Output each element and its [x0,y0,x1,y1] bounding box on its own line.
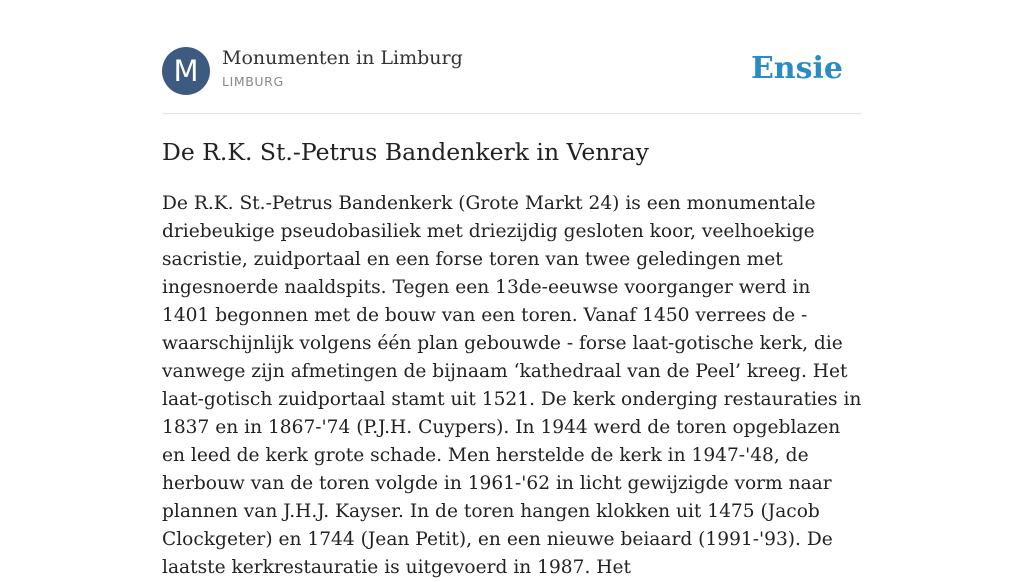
site-header [162,46,862,96]
header-divider [162,113,862,114]
article-title: De R.K. St.-Petrus Bandenkerk in Venray [162,138,649,166]
site-title[interactable]: Monumenten in Limburg [222,47,463,69]
article-body: De R.K. St.-Petrus Bandenkerk (Grote Markt 24) is een monumentale driebeukige pseudobasiliek met driezijdig gesloten koor, veelhoekige sacristie, zuidportaal en een forse toren van twee geledingen met ingesnoerde naaldspits. Tegen een 13de-eeuwse voorganger werd in 1401 begonnen met de bouw van een toren. Vanaf 1450 verrees de - waarschijnlijk volgens één plan gebouwde - forse laat-gotische kerk, die vanwege zijn afmetingen de bijnaam ‘kathedraal van de Peel’ kreeg. Het laat-gotisch zuidportaal stamt uit 1521. De kerk onderging restauraties in 1837 en in 1867-'74 (P.J.H. Cuypers). In 1944 werd de toren opgeblazen en leed de kerk grote schade. Men herstelde de kerk in 1947-'48, de herbouw van de toren volgde in 1961-'62 in licht gewijzigde vorm naar plannen van J.H.J. Kayser. In de toren hangen klokken uit 1475 (Jacob Clockgeter) en 1744 (Jean Petit), en een nieuwe beiaard (1991-'93). De laatste kerkrestauratie is uitgevoerd in 1987. Het [162,193,862,578]
brand-logo[interactable]: Ensie [750,51,843,86]
site-subtitle[interactable]: LIMBURG [222,74,284,89]
avatar[interactable]: M [162,47,210,95]
